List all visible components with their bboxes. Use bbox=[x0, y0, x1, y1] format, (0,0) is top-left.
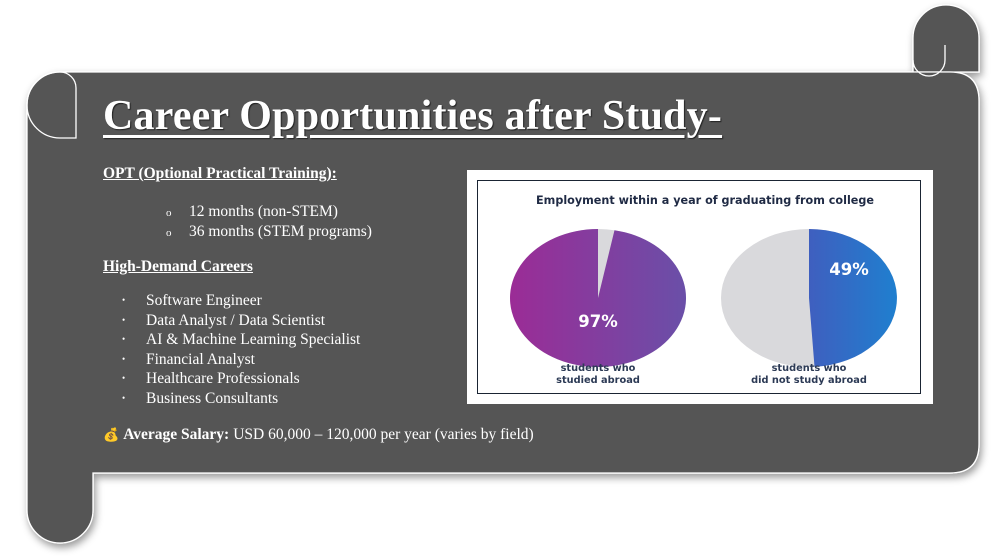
career-item: Data Analyst / Data Scientist bbox=[146, 311, 326, 329]
list-item bbox=[166, 222, 372, 242]
page-title: Career Opportunities after Study- bbox=[103, 93, 723, 139]
pie-value-label: 97% bbox=[578, 312, 618, 331]
pie-category-label: students who bbox=[560, 363, 636, 374]
career-item: Software Engineer bbox=[146, 292, 262, 309]
bullet-icon: • bbox=[122, 353, 126, 364]
careers-list bbox=[122, 291, 360, 408]
list-item bbox=[122, 389, 360, 409]
career-item: AI & Machine Learning Specialist bbox=[146, 331, 361, 348]
list-item bbox=[122, 311, 360, 331]
circle-bullet-icon: o bbox=[166, 207, 172, 219]
employment-chart bbox=[467, 170, 933, 404]
list-item bbox=[166, 202, 372, 222]
pie-category-label: did not study abroad bbox=[751, 375, 867, 386]
opt-item: 36 months (STEM programs) bbox=[189, 223, 372, 240]
chart-title: Employment within a year of graduating from college bbox=[536, 194, 874, 207]
bullet-icon: • bbox=[122, 314, 126, 325]
bullet-icon: • bbox=[122, 392, 126, 403]
career-item: Business Consultants bbox=[146, 389, 279, 407]
money-bag-icon: 💰 bbox=[103, 428, 120, 443]
career-item: Healthcare Professionals bbox=[146, 370, 300, 387]
salary-value: USD 60,000 – 120,000 per year (varies by field) bbox=[233, 426, 534, 443]
opt-item: 12 months (non-STEM) bbox=[189, 203, 338, 220]
circle-bullet-icon: o bbox=[166, 227, 172, 239]
pie-category-label: students who bbox=[771, 363, 847, 374]
list-item bbox=[122, 330, 360, 350]
careers-heading: High-Demand Careers bbox=[103, 258, 253, 275]
salary-label: Average Salary: bbox=[123, 426, 230, 443]
chart-canvas bbox=[478, 181, 922, 395]
chart-frame bbox=[477, 180, 921, 394]
career-item: Financial Analyst bbox=[146, 350, 255, 368]
list-item bbox=[122, 291, 360, 311]
opt-heading: OPT (Optional Practical Training): bbox=[103, 165, 337, 182]
opt-list bbox=[166, 202, 372, 242]
pie-category-label: studied abroad bbox=[556, 375, 640, 386]
pie-value-label: 49% bbox=[829, 260, 869, 279]
pie-value-slice bbox=[809, 229, 897, 367]
bullet-icon: • bbox=[122, 373, 126, 383]
bullet-icon: • bbox=[122, 334, 126, 344]
list-item bbox=[122, 350, 360, 370]
average-salary bbox=[103, 426, 534, 444]
list-item bbox=[122, 369, 360, 389]
bullet-icon: • bbox=[122, 295, 126, 305]
